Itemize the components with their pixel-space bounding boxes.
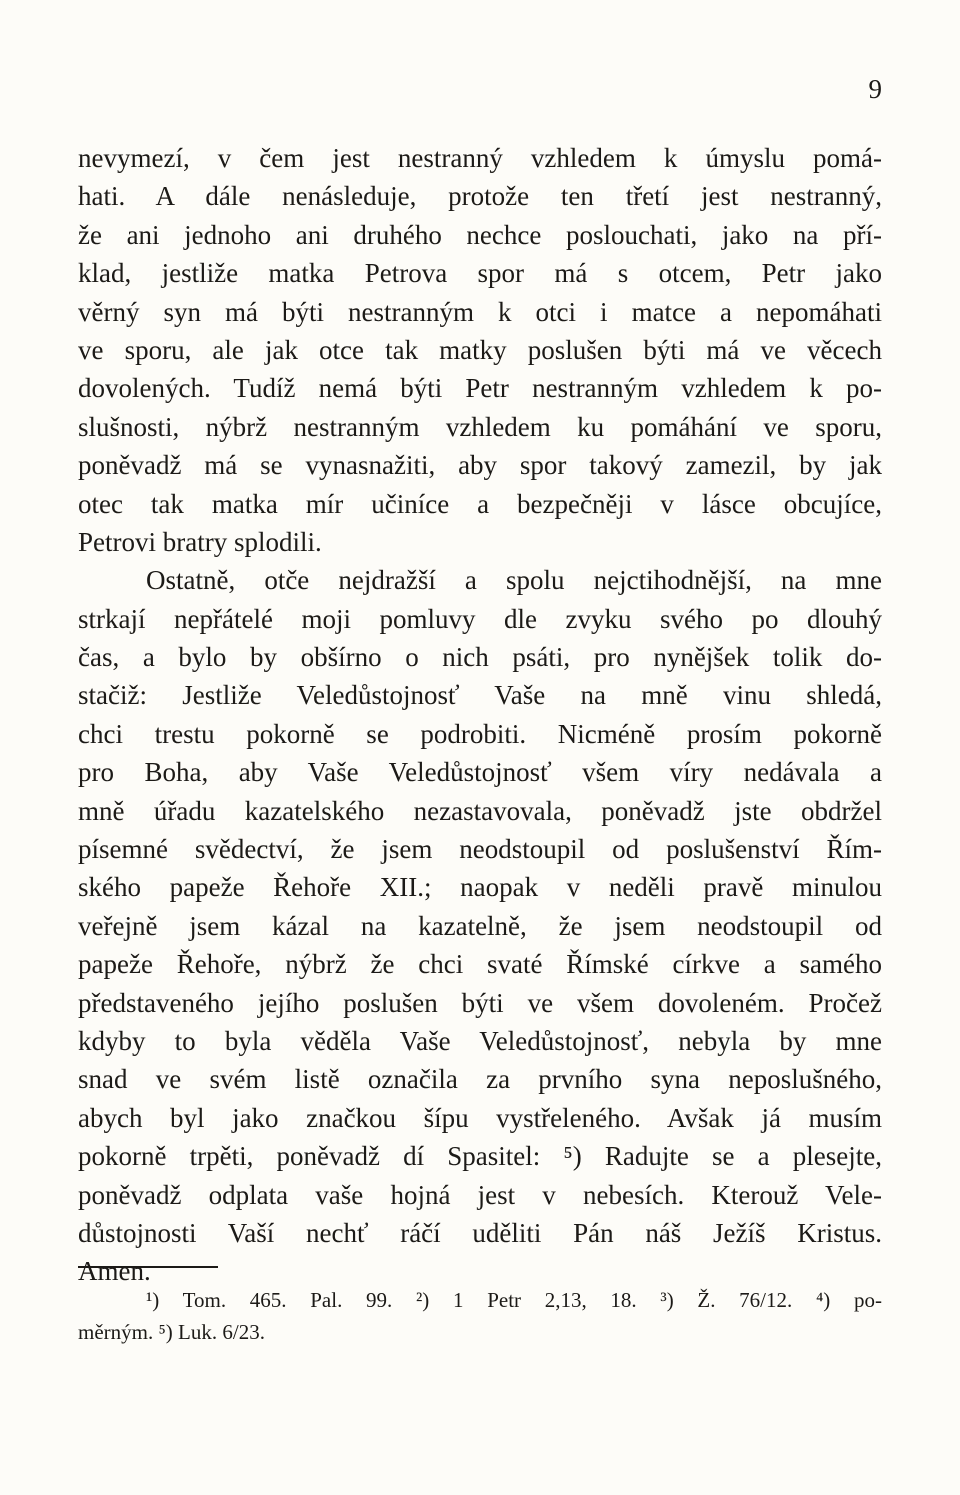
- text-line: pokorně trpěti, poněvadž dí Spasitel: ⁵) Radujte se a plesejte,: [78, 1141, 882, 1172]
- text-line: věrný syn má býti nestranným k otci i matce a nepomáhati: [78, 296, 882, 327]
- footnote-divider: [78, 1266, 218, 1268]
- text-line: představeného jejího poslušen býti ve všem dovoleném. Pročež: [78, 987, 882, 1018]
- text-line: písemné svědectví, že jsem neodstoupil od poslušenství Řím-: [78, 834, 882, 865]
- text-line: Ostatně, otče nejdražší a spolu nejctihodnější, na mne: [146, 565, 882, 596]
- text-line: poněvadž má se vynasnažiti, aby spor takový zamezil, by jak: [78, 450, 882, 481]
- text-line: strkají nepřátelé moji pomluvy dle zvyku svého po dlouhý: [78, 603, 882, 634]
- text-line: mně úřadu kazatelského nezastavovala, poněvadž jste obdržel: [78, 795, 882, 826]
- text-line: že ani jednoho ani druhého nechce poslouchati, jako na pří-: [78, 219, 882, 250]
- text-line: chci trestu pokorně se podrobiti. Nicméně prosím pokorně: [78, 718, 882, 749]
- text-line: slušnosti, nýbrž nestranným vzhledem ku pomáhání ve sporu,: [78, 411, 882, 442]
- text-line: ve sporu, ale jak otce tak matky poslušen býti má ve věcech: [78, 334, 882, 365]
- text-line: důstojnosti Vaší nechť ráčí uděliti Pán náš Ježíš Kristus.: [78, 1217, 882, 1248]
- text-line: snad ve svém listě označila za prvního syna neposlušného,: [78, 1064, 882, 1095]
- text-line: dovolených. Tudíž nemá býti Petr nestranným vzhledem k po-: [78, 373, 882, 404]
- text-line: ského papeže Řehoře XII.; naopak v neděli pravě minulou: [78, 872, 882, 903]
- text-line: abych byl jako značkou šípu vystřeleného. Avšak já musím: [78, 1102, 882, 1133]
- text-line: Petrovi bratry splodili.: [78, 526, 322, 557]
- text-line: hati. A dále nenásleduje, protože ten třetí jest nestranný,: [78, 181, 882, 212]
- text-line: nevymezí, v čem jest nestranný vzhledem k úmyslu pomá-: [78, 143, 882, 173]
- footnotes: [78, 1284, 882, 1348]
- page-number: 9: [868, 74, 882, 104]
- text-line: pro Boha, aby Vaše Veledůstojnosť všem víry nedávala a: [78, 757, 882, 788]
- text-line: veřejně jsem kázal na kazatelně, že jsem neodstoupil od: [78, 910, 882, 941]
- text-line: poněvadž odplata vaše hojná jest v nebesích. Kterouž Vele-: [78, 1179, 882, 1210]
- text-line: papeže Řehoře, nýbrž že chci svaté Římské církve a samého: [78, 949, 882, 980]
- text-line: otec tak matka mír učiníce a bezpečněji v lásce obcujíce,: [78, 488, 882, 519]
- text-line: klad, jestliže matka Petrova spor má s otcem, Petr jako: [78, 258, 882, 289]
- text-line: kdyby to byla věděla Vaše Veledůstojnosť, nebyla by mne: [78, 1025, 882, 1056]
- body-text: [78, 139, 882, 1291]
- text-line: Amen.: [78, 1256, 151, 1287]
- text-line: stačiž: Jestliže Veledůstojnosť Vaše na mně vinu shledá,: [78, 680, 882, 711]
- footnote-line: měrným. ⁵) Luk. 6/23.: [78, 1320, 265, 1344]
- text-line: čas, a bylo by obšírno o nich psáti, pro nynějšek tolik do-: [78, 642, 882, 673]
- footnote-line: ¹) Tom. 465. Pal. 99. ²) 1 Petr 2,13, 18. ³) Ž. 76/12. ⁴) po-: [146, 1288, 882, 1312]
